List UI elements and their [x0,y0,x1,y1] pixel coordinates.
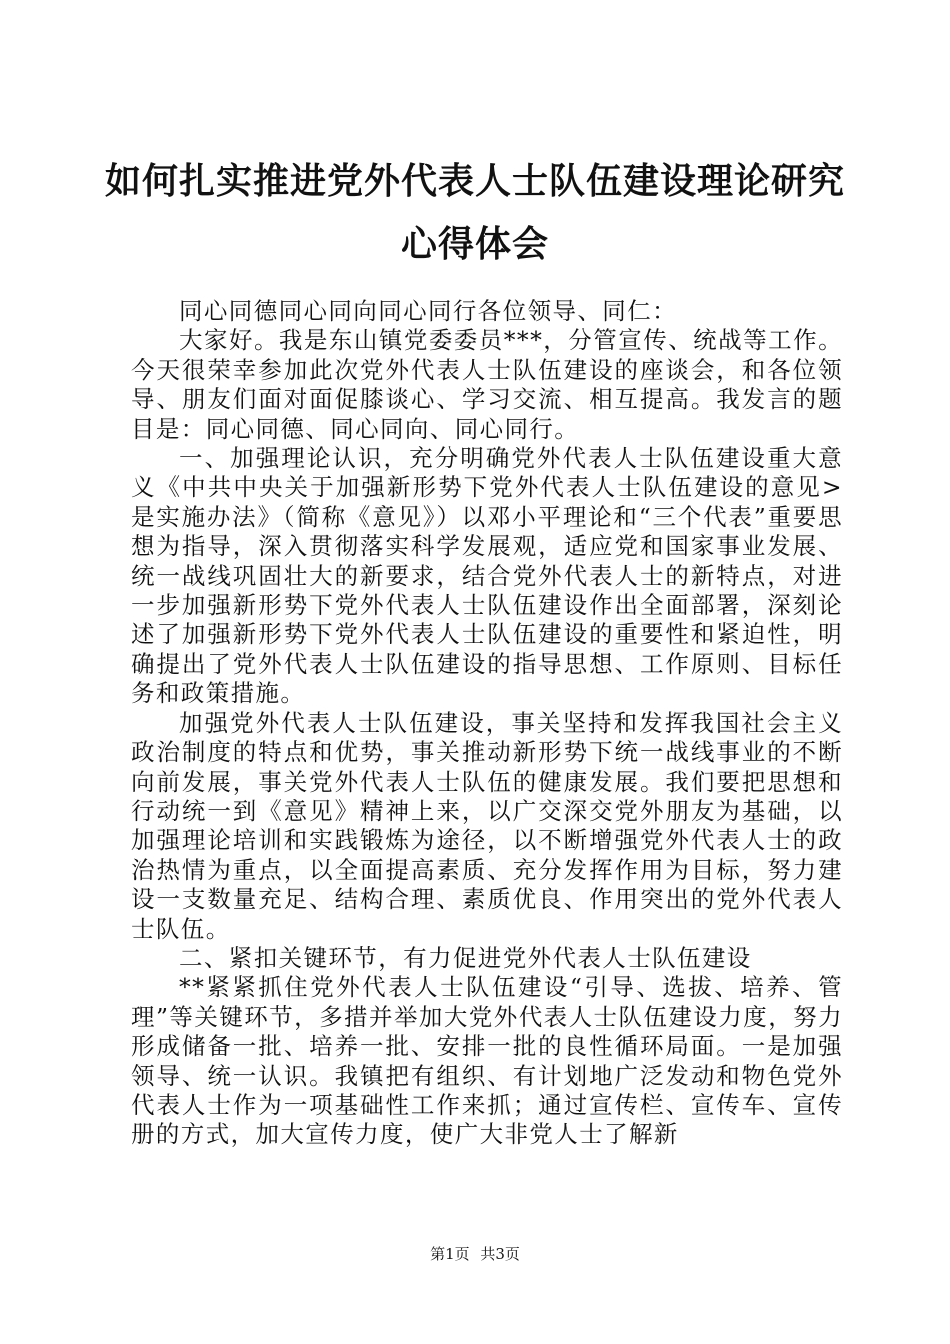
page-number: 第1页 [430,1245,470,1263]
paragraph-section-one: 一、加强理论认识，充分明确党外代表人士队伍建设重大意义《中共中央关于加强新形势下党外代表人士队伍建设的意见>是实施办法》（简称《意见》）以邓小平理论和“三个代表”重要思想为指导，深入贯彻落实科学发展观，适应党和国家事业发展、统一战线巩固壮大的新要求，结合党外代表人士的新特点，对进一步加强新形势下党外代表人士队伍建设作出全面部署，深刻论述了加强新形势下党外代表人士队伍建设的重要性和紧迫性，明确提出了党外代表人士队伍建设的指导思想、工作原则、目标任务和政策措施。 [131,444,843,708]
paragraph-introduction: 大家好。我是东山镇党委委员***，分管宣传、统战等工作。今天很荣幸参加此次党外代表人士队伍建设的座谈会，和各位领导、朋友们面对面促膝谈心、学习交流、相互提高。我发言的题目是：同心同德、同心同向、同心同行。 [131,326,843,443]
document-title-line2: 心得体会 [400,224,549,265]
paragraph-section-two-body: **紧紧抓住党外代表人士队伍建设“引导、选拔、培养、管理”等关键环节，多措并举加大党外代表人士队伍建设力度，努力形成储备一批、培养一批、安排一批的良性循环局面。一是加强领导、统一认识。我镇把有组织、有计划地广泛发动和物色党外代表人士作为一项基础性工作来抓；通过宣传栏、宣传车、宣传册的方式，加大宣传力度，使广大非党人士了解新 [131,973,843,1149]
paragraph-significance: 加强党外代表人士队伍建设，事关坚持和发挥我国社会主义政治制度的特点和优势，事关推动新形势下统一战线事业的不断向前发展，事关党外代表人士队伍的健康发展。我们要把思想和行动统一到《意见》精神上来，以广交深交党外朋友为基础，以加强理论培训和实践锻炼为途径，以不断增强党外代表人士的政治热情为重点，以全面提高素质、充分发挥作用为目标，努力建设一支数量充足、结构合理、素质优良、作用突出的党外代表人士队伍。 [131,708,843,943]
document-title-line1: 如何扎实推进党外代表人士队伍建设理论研究 [104,161,845,202]
page-footer [0,1244,950,1264]
paragraph-salutation: 同心同德同心同向同心同行各位领导、同仁： [179,297,677,325]
document-body [131,297,843,1150]
page-total: 共3页 [480,1245,520,1263]
paragraph-section-two-heading: 二、紧扣关键环节，有力促进党外代表人士队伍建设 [179,943,752,972]
